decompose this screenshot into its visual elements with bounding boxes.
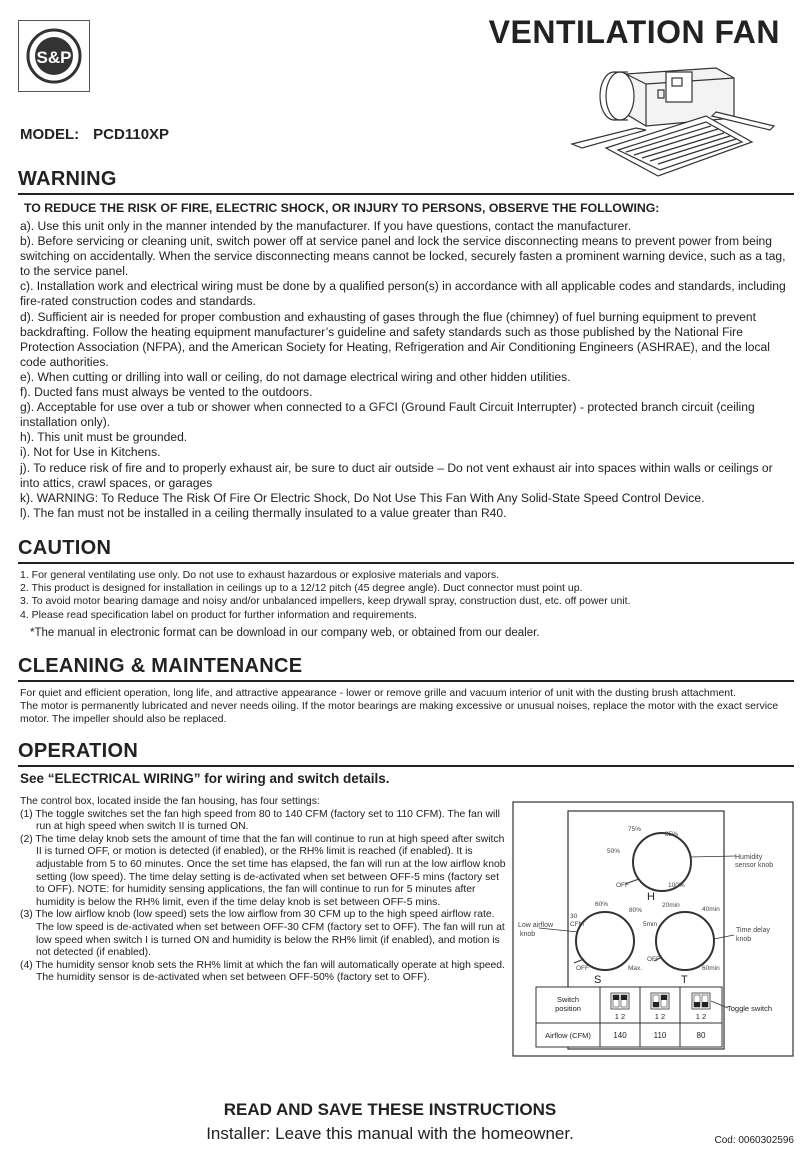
knob-s-tick: Max. [628,965,643,972]
operation-item: (4) The humidity sensor knob sets the RH% limit at which the fan will automatically operate at high speed. The humidity sensor is de-activated when set between OFF-50% (factory set to OFF). [20,959,505,984]
airflow-value: 80 [696,1031,706,1040]
warning-item: h). This unit must be grounded. [20,430,188,445]
model-value: PCD110XP [93,126,170,143]
operation-text [20,796,506,985]
caution-list [20,569,794,622]
warning-subheading: TO REDUCE THE RISK OF FIRE, ELECTRIC SHOCK, OR INJURY TO PERSONS, OBSERVE THE FOLLOWING: [24,201,660,215]
warning-item: d). Sufficient air is needed for proper combustion and exhausting of gases through the flue (chimney) of fuel burning equipment to prevent backdrafting. Follow the heating equipment manufacturer’s guideline and safety standards such as those published by the National Fire Protection Association (NFPA), and the American Society for Heating, Refrigeration and Air Conditioning Engineers (ASHRAE), and the local code authorities. [20,309,770,369]
model-line [20,126,169,143]
knob-t-tick: 60min [702,965,720,972]
knob-s-tick: OFF [576,965,589,972]
caution-item: 3. To avoid motor bearing damage and noisy and/or unbalanced impellers, keep drywall spray, construction dust, etc. off power unit. [20,595,631,608]
time-delay-label: Time delay [736,927,770,934]
cleaning-text [20,687,794,727]
cleaning-paragraph: For quiet and efficient operation, long life, and attractive appearance - lower or remove grille and vacuum interior of unit with the dusting brush attachment. [20,687,736,699]
warning-item: c). Installation work and electrical wiring must be done by a qualified person(s) in accordance with all applicable codes and standards, including fire-rated construction codes and standards. [20,279,786,309]
caution-item: 4. Please read specification label on product for further information and requirements. [20,608,417,621]
switch-row-label: Switch [556,995,580,1004]
control-box-diagram [512,801,794,1057]
warning-heading: WARNING [18,168,117,190]
knob-s-letter: S [594,974,602,986]
low-airflow-label: Low airflow [518,922,554,929]
operation-item: (3) The low airflow knob (low speed) sets the low airflow from 30 CFM up to the high speed airflow rate. The low speed is de-activated when set between OFF-30 CFM (factory set to OFF). The fan will run at low speed when switch I is turned ON and humidity is below the RH% limit (if enabled), and motion is not detected (if enabled). [20,909,505,959]
warning-list [20,219,794,521]
airflow-value: 110 [653,1031,667,1040]
caution-item: 2. This product is designed for installation in ceilings up to a 12/12 pitch (45 degree angle). Duct connector must point up. [20,582,583,595]
document-title: VENTILATION FAN [488,14,780,50]
knob-t-tick: 40min [702,906,720,913]
logo-text: S&P [36,48,72,67]
low-airflow-label: knob [520,931,536,938]
warning-divider [18,193,794,195]
knob-s-tick: CFM [570,921,585,928]
manual-note: *The manual in electronic format can be download in our company web, or obtained from our dealer. [30,627,540,639]
warning-item: l). The fan must not be installed in a ceiling thermally insulated to a value greater than R40. [20,505,507,520]
logo-mark [19,21,89,91]
humidity-label: Humidity [735,854,763,861]
knob-t-tick: 5min [643,921,658,928]
switch-table [536,987,722,1047]
knob-t-tick: OFF [647,956,660,963]
airflow-row-label: Airflow (CFM) [545,1031,591,1040]
airflow-value: 140 [613,1031,627,1040]
toggle-switch-label: Toggle switch [727,1004,773,1013]
switch-numbers: 1 2 [614,1012,626,1021]
knob-s-tick: 60% [595,901,609,908]
knob-h-tick: 85% [665,831,679,838]
operation-intro: The control box, located inside the fan housing, has four settings: [20,796,320,807]
document-code: Cod: 0060302596 [714,1135,794,1146]
warning-item: f). Ducted fans must always be vented to the outdoors. [20,385,313,400]
cleaning-divider [18,680,794,682]
footer-instructions: READ AND SAVE THESE INSTRUCTIONS [223,1100,557,1119]
knob-t-letter: T [681,974,688,986]
knob-h-letter: H [647,891,655,903]
time-delay-label: knob [736,936,752,943]
operation-divider [18,765,794,767]
operation-heading: OPERATION [18,740,139,762]
operation-subheading: See “ELECTRICAL WIRING” for wiring and switch details. [20,771,390,786]
warning-item: k). WARNING: To Reduce The Risk Of Fire Or Electric Shock, Do Not Use This Fan With Any Solid-State Speed Control Device. [20,490,705,505]
footer-installer-note: Installer: Leave this manual with the homeowner. [206,1124,574,1143]
knob-s-tick: 30 [570,913,578,920]
warning-item: i). Not for Use in Kitchens. [20,445,161,460]
switch-row-label: position [555,1004,581,1013]
warning-item: g). Acceptable for use over a tub or shower when connected to a GFCI (Ground Fault Circuit Interrupter) - protected branch circuit (ceiling installation only). [20,400,755,430]
warning-item: e). When cutting or drilling into wall or ceiling, do not damage electrical wiring and other hidden utilities. [20,369,571,384]
warning-item: a). Use this unit only in the manner intended by the manufacturer. If you have questions, contact the manufacturer. [20,219,632,233]
knob-s-tick: 80% [629,907,643,914]
caution-heading: CAUTION [18,537,112,559]
warning-item: j). To reduce risk of fire and to properly exhaust air, be sure to duct air outside – Do not vent exhaust air into spaces within walls or ceilings or into attics, crawl spaces, or garages [20,460,773,490]
model-label: MODEL: [20,126,80,143]
switch-numbers: 1 2 [695,1012,707,1021]
operation-item: (1) The toggle switches set the fan high speed from 80 to 140 CFM (factory set to 110 CFM). The fan will run at high speed when switch II is turned ON. [20,808,500,833]
operation-item: (2) The time delay knob sets the amount of time that the fan will continue to run at high speed after switch II is turned OFF, or motion is detected (if enabled), or the RH% limit is reached (if enabled). It is adjustable from 5 to 60 minutes. Once the set time has elapsed, the fan will run at the low airflow knob setting (low speed). The time delay setting is de-activated when set between OFF-5 mins (factory set to OFF). NOTE: for humidity sensing applications, the fan will continue to run for 5 minutes after humidity is below the RH% limit, even if the time delay knob is set between OFF-5 mins. [20,833,506,908]
brand-logo [18,20,90,92]
warning-item: b). Before servicing or cleaning unit, switch power off at service panel and lock the service disconnecting means to prevent power from being switching on accidentally. When the service disconnecting means cannot be locked, securely fasten a prominent warning device, such as a tag, to the service panel. [20,234,786,279]
knob-h-tick: 50% [607,848,621,855]
caution-divider [18,562,794,564]
cleaning-heading: CLEANING & MAINTENANCE [18,655,303,677]
knob-h-tick: 75% [628,826,642,833]
switch-numbers: 1 2 [654,1012,666,1021]
knob-h-tick: OFF [616,882,629,889]
cleaning-paragraph: The motor is permanently lubricated and never needs oiling. If the motor bearings are making excessive or unusual noises, replace the motor with the exact service motor. The impeller should also be replaced. [20,700,779,726]
caution-item: 1. For general ventilating use only. Do not use to exhaust hazardous or explosive materials and vapors. [20,569,499,581]
knob-h-tick: 100% [668,882,685,889]
knob-t-tick: 20min [662,902,680,909]
humidity-label: sensor knob [735,862,774,869]
fan-illustration [566,56,778,182]
